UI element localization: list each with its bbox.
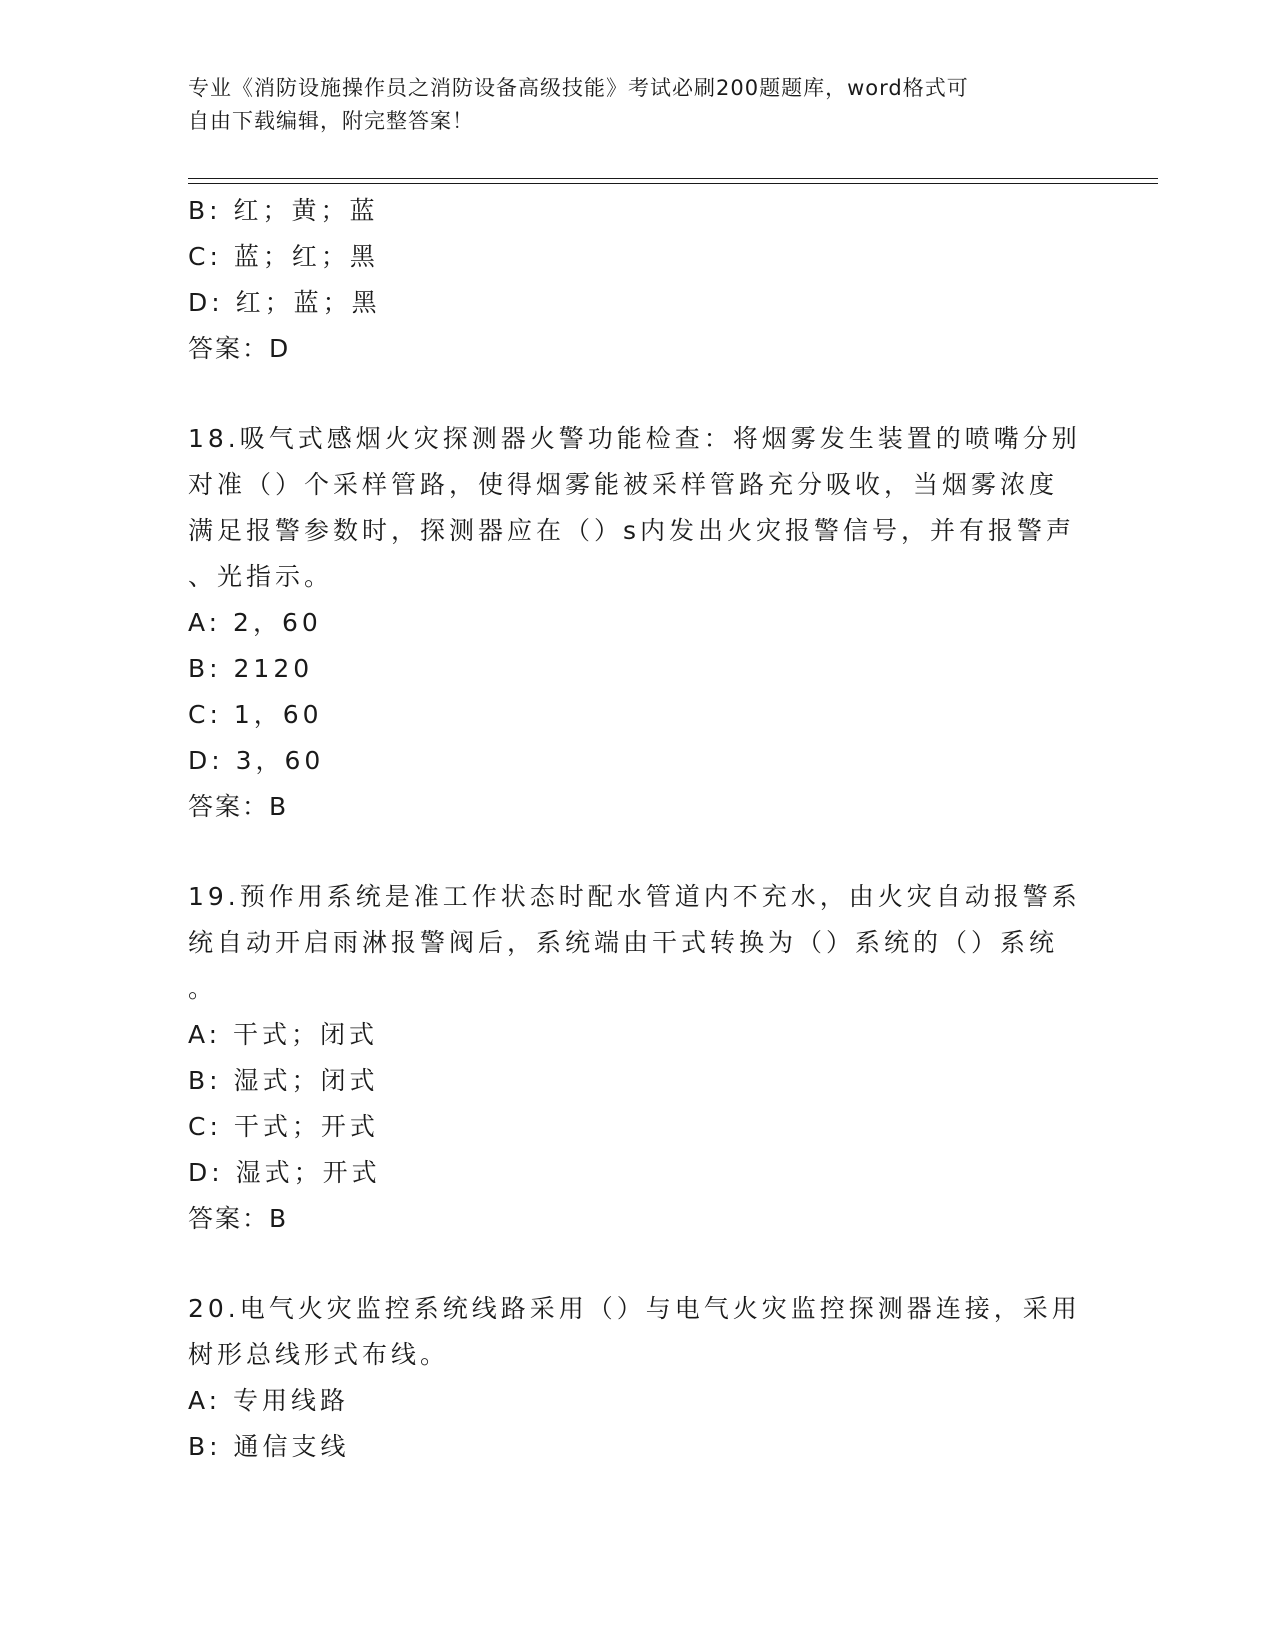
- option-c: C: 蓝；红；黑: [188, 242, 379, 271]
- question-text-line: 18.吸气式感烟火灾探测器火警功能检查：将烟雾发生装置的喷嘴分别: [188, 424, 1081, 453]
- document-header: [188, 72, 1088, 138]
- option-d: D: 湿式；开式: [188, 1158, 381, 1187]
- question-list: [188, 188, 1088, 1470]
- answer-label: 答案：D: [188, 334, 291, 363]
- option-c: C: 1，60: [188, 700, 323, 729]
- option-a: A: 2，60: [188, 608, 322, 637]
- option-b: B: 湿式；闭式: [188, 1066, 379, 1095]
- question-text-line: 19.预作用系统是准工作状态时配水管道内不充水，由火灾自动报警系: [188, 882, 1081, 911]
- option-c: C: 干式；开式: [188, 1112, 379, 1141]
- header-divider-top: [188, 178, 1158, 179]
- option-d: D: 红；蓝；黑: [188, 288, 381, 317]
- question-text-line: 统自动开启雨淋报警阀后，系统端由干式转换为（）系统的（）系统: [188, 928, 1059, 957]
- question-text-line: 对准（）个采样管路，使得烟雾能被采样管路充分吸收，当烟雾浓度: [188, 470, 1059, 499]
- question-20: [188, 1286, 1088, 1470]
- answer-label: 答案：B: [188, 792, 289, 821]
- question-text-line: 满足报警参数时，探测器应在（）s内发出火灾报警信号，并有报警声: [188, 516, 1076, 545]
- question-17: [188, 188, 1088, 372]
- question-18: [188, 416, 1088, 830]
- option-a: A: 干式；闭式: [188, 1020, 379, 1049]
- option-b: B: 红；黄；蓝: [188, 196, 379, 225]
- question-text-line: 树形总线形式布线。: [188, 1340, 450, 1369]
- option-a: A: 专用线路: [188, 1386, 350, 1415]
- answer-label: 答案：B: [188, 1204, 289, 1233]
- option-b: B: 通信支线: [188, 1432, 350, 1461]
- header-line-2: 自由下载编辑，附完整答案！: [188, 109, 474, 133]
- header-divider-bottom: [188, 183, 1158, 184]
- header-line-1: 专业《消防设施操作员之消防设备高级技能》考试必刷200题题库，word格式可: [188, 76, 969, 100]
- question-text-line: 20.电气火灾监控系统线路采用（）与电气火灾监控探测器连接，采用: [188, 1294, 1081, 1323]
- question-text-line: 。: [188, 974, 218, 1003]
- question-19: [188, 874, 1088, 1242]
- option-d: D: 3，60: [188, 746, 325, 775]
- question-text-line: 、光指示。: [188, 562, 334, 591]
- option-b: B: 2120: [188, 654, 314, 683]
